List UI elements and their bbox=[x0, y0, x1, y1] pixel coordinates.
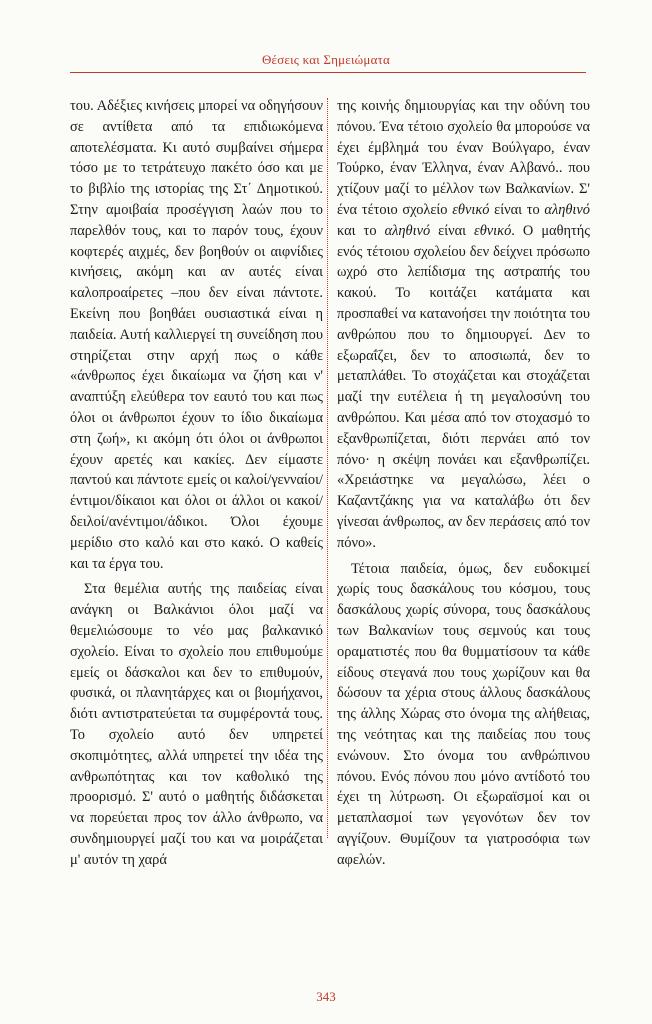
header-rule bbox=[70, 72, 586, 73]
text-run: και το bbox=[337, 222, 385, 239]
paragraph: Τέτοια παιδεία, όμως, δεν ευδοκιμεί χωρίς τους δασκάλους του κόσμου, τους δασκάλους χωρίς σύνορα, τους δασκάλους των Βαλκανίων τους σεμνούς και τους οραματιστές που θα θυμματίσουν τα κάθε είδους στεγανά που τους χωρίζουν και θα δώσουν τα χέρια στους άλλους δασκάλους της άλλης Χώρας στο όνομα της αλήθειας, της νεότητας και της παιδείας που τους ενώνουν. Στο όνομα του ανθρώπινου πόνου. Ενός πόνου που μόνο αντίδοτό του έχει τη λύτρωση. Οι εξωραϊσμοί και οι μεταπλασμοί των γεγονότων δεν τον αγγίζουν. Θυμίζουν τα γιατροσόφια των αφελών. bbox=[337, 560, 590, 868]
paragraph: του. Αδέξιες κινήσεις μπορεί να οδηγήσουν σε αντίθετα από τα επιδιωκόμενα αποτελέσματα. Κι αυτό συμβαίνει σήμερα τόσο με το τετράτευχο πακέτο όσο και με το βιβλίο της ιστορίας της Στ΄ Δημοτικού. Στην αμοιβαία προσέγγιση λαών που το παρελθόν τους, και το παρόν τους, έχουν κοφτερές αιχμές, δεν βοηθούν οι αιφνίδιες κινήσεις, ακόμη και αν αυτές είναι καλοπροαίρετες –που δεν είναι πάντοτε. Εκείνη που βοηθάει ουσιαστικά είναι η παιδεία. Αυτή καλλιεργεί τη συνείδηση που στηρίζεται στην αρχή πως ο κάθε «άνθρωπος έχει δικαίωμα να ζήση και ν' αναπτύξη ελεύθερα τον εαυτό του και πως όλοι οι άνθρωποι έχουν το ίδιο δικαίωμα στη ζωή», κι ακόμη ότι όλοι οι άνθρωποι έχουν αρετές και κακίες. Δεν είμαστε παντού και πάντοτε εμείς οι καλοί/γενναίοι/έντιμοι/δίκαιοι και όλοι οι άλλοι οι κακοί/δειλοί/ανέντιμοι/άδικοι. Όλοι έχουμε μερίδιο στο καλό και στο κακό. Ο καθείς και τα έργα του. bbox=[70, 98, 323, 572]
right-column bbox=[337, 96, 590, 870]
left-column bbox=[70, 96, 323, 870]
column-divider bbox=[327, 98, 328, 838]
italic-text: αληθινό bbox=[544, 201, 590, 218]
text-run: . Ο μαθητής ενός τέτοιου σχολείου δεν δείχνει πρόσωπο ωχρό στο λεπίδισμα της αστραπής του κακού. Το κοιτάζει κατάματα και προσπαθεί να κατανοήσει την ποιότητα του ανθρώπου που το δημιουργεί. Δεν το εξωραΐζει, δεν το αποσιωπά, δεν το μεταπλάθει. Το στοχάζεται και στοχάζεται μαζί την ευτέλεια ή τη μεγαλοσύνη του ανθρώπου. Και μέσα από τον στοχασμό το εξανθρωπίζεται, διότι περνάει από τον πόνο· η σκέψη πονάει και εξανθρωπίζει. «Χρειάστηκε να μεγαλώσω, λέει ο Καζαντζάκης για να καταλάβω ότι δεν γίνεσαι άνθρωπος, αν δεν περάσεις από τον πόνο». bbox=[337, 222, 591, 551]
italic-text: αληθινό bbox=[384, 222, 431, 239]
text-run: είναι bbox=[430, 222, 475, 239]
running-header: Θέσεις και Σημειώματα bbox=[261, 52, 391, 67]
paragraph: Στα θεμέλια αυτής της παιδείας είναι ανάγκη οι Βαλκάνιοι όλοι μαζί να θεμελιώσουμε το νέο μας βαλκανικό σχολείο. Είναι το σχολείο που επιθυμούμε εμείς οι δάσκαλοι και δεν το επιθυμούν, φυσικά, οι πλανητάρχες και οι βιομήχανοι, διότι αντιστρατεύεται τα συμφέροντά τους. Το σχολείο αυτό δεν υπηρετεί σκοπιμότητες, αλλά υπηρετεί την ιδέα της ανθρωπότητας και τον καθολικό της προορισμό. Σ' αυτό ο μαθητής διδάσκεται να πορεύεται προς τον άλλο άνθρωπο, να συνδημιουργεί μαζί του και να μοιράζεται μ' αυτόν τη χαρά bbox=[70, 581, 323, 868]
text-run: της κοινής δημιουργίας και την οδύνη του πόνου. Ένα τέτοιο σχολείο θα μπορούσε να έχει έμβλημά του έναν Βούλγαρο, έναν Τούρκο, έναν Έλληνα, έναν Αλβανό.. που χτίζουν μαζί το μέλλον των Βαλκανίων. Σ' ένα τέτοιο σχολείο bbox=[337, 98, 590, 218]
text-run: είναι το bbox=[489, 201, 545, 218]
italic-text: εθνικό bbox=[474, 222, 512, 239]
paragraph bbox=[337, 96, 590, 554]
page-number: 343 bbox=[316, 989, 336, 1004]
italic-text: εθνικό bbox=[452, 201, 490, 218]
